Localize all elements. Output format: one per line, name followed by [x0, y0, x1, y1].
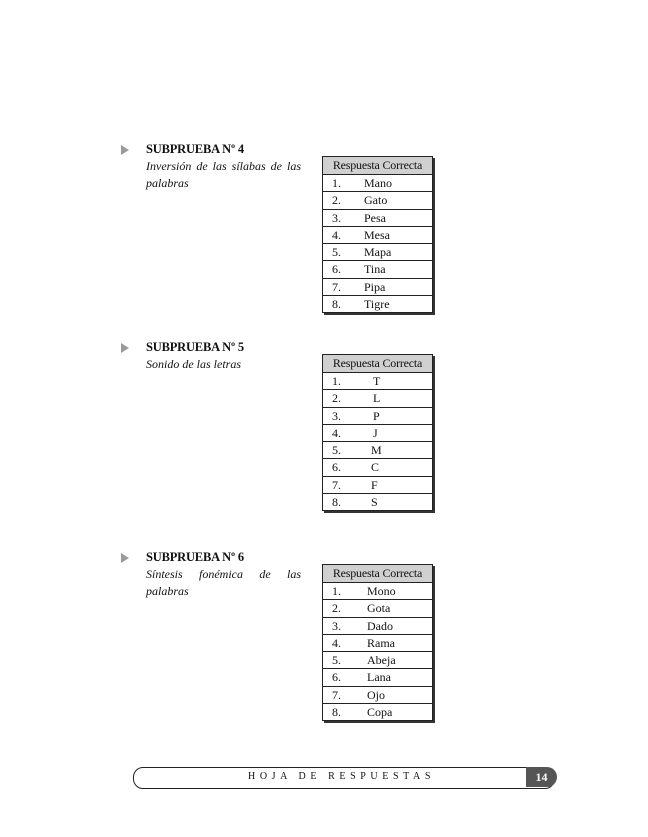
row-number: 2. [332, 391, 341, 406]
row-answer: L [373, 391, 381, 406]
row-number: 5. [332, 653, 341, 668]
row-number: 2. [332, 601, 341, 616]
page-number-badge: 14 [526, 767, 557, 787]
row-answer: C [371, 460, 380, 475]
triangle-bullet-icon [121, 553, 129, 563]
table-row [323, 494, 432, 510]
triangle-bullet-icon [121, 343, 129, 353]
row-number: 7. [332, 477, 341, 492]
row-number: 5. [332, 443, 341, 458]
table-row [323, 669, 432, 686]
table-row [323, 296, 432, 312]
table-row [323, 210, 432, 227]
row-answer: T [373, 374, 381, 388]
row-answer: Mesa [364, 227, 390, 242]
subtest-description: Sonido de las letras [146, 357, 241, 371]
row-answer: Copa [367, 705, 393, 720]
table-row [323, 373, 432, 390]
row-answer: Dado [367, 618, 393, 633]
table-row [323, 175, 432, 192]
row-number: 3. [332, 408, 341, 423]
row-answer: Lana [367, 670, 391, 685]
answer-table [322, 354, 433, 511]
table-row [323, 704, 432, 720]
table-row [323, 390, 432, 407]
triangle-bullet-icon [121, 145, 129, 155]
row-answer: Pesa [364, 210, 386, 225]
row-number: 2. [332, 193, 341, 208]
row-number: 6. [332, 460, 341, 475]
row-answer: Pipa [364, 279, 386, 294]
table-row [323, 459, 432, 476]
row-number: 7. [332, 687, 341, 702]
row-answer: Rama [367, 635, 395, 650]
row-number: 8. [332, 705, 341, 720]
footer-label: HOJA DE RESPUESTAS [248, 771, 436, 782]
table-row [323, 618, 432, 635]
table-header: Respuesta Correcta [323, 157, 432, 175]
table-row [323, 425, 432, 442]
table-row [323, 244, 432, 261]
table-header: Respuesta Correcta [323, 565, 432, 583]
row-answer: M [371, 443, 382, 458]
subtest-description: Inversión de las sílabas de las palabras [146, 159, 301, 190]
table-row [323, 600, 432, 617]
row-number: 4. [332, 635, 341, 650]
table-row [323, 408, 432, 425]
subtest-title: SUBPRUEBA Nº 5 [146, 340, 244, 354]
row-answer: P [373, 408, 380, 423]
table-row [323, 192, 432, 209]
row-number: 6. [332, 670, 341, 685]
answer-table [322, 156, 433, 313]
table-row [323, 583, 432, 600]
row-number: 1. [332, 176, 341, 190]
row-number: 8. [332, 297, 341, 312]
table-row [323, 687, 432, 704]
row-answer: S [371, 495, 378, 510]
row-answer: Gota [367, 601, 391, 616]
table-row [323, 635, 432, 652]
row-number: 5. [332, 245, 341, 260]
row-number: 6. [332, 262, 341, 277]
row-number: 7. [332, 279, 341, 294]
table-row [323, 261, 432, 278]
row-answer: Mano [364, 176, 392, 190]
table-row [323, 442, 432, 459]
row-number: 8. [332, 495, 341, 510]
subtest-title: SUBPRUEBA Nº 6 [146, 550, 244, 564]
table-row [323, 652, 432, 669]
subtest-title: SUBPRUEBA Nº 4 [146, 142, 244, 156]
row-number: 1. [332, 584, 341, 598]
table-header: Respuesta Correcta [323, 355, 432, 373]
row-answer: Mapa [364, 245, 392, 260]
row-number: 3. [332, 210, 341, 225]
table-row [323, 279, 432, 296]
row-answer: Abeja [367, 653, 396, 668]
row-number: 1. [332, 374, 341, 388]
answer-table [322, 564, 433, 721]
row-answer: J [373, 425, 378, 440]
row-answer: Tigre [364, 297, 390, 312]
subtest-description: Síntesis fonémica de las palabras [146, 567, 301, 598]
row-number: 4. [332, 425, 341, 440]
row-answer: Mono [367, 584, 396, 598]
table-row [323, 227, 432, 244]
row-answer: Gato [364, 193, 388, 208]
row-number: 3. [332, 618, 341, 633]
row-answer: Tina [364, 262, 386, 277]
row-answer: Ojo [367, 687, 385, 702]
row-number: 4. [332, 227, 341, 242]
row-answer: F [371, 477, 378, 492]
table-row [323, 477, 432, 494]
